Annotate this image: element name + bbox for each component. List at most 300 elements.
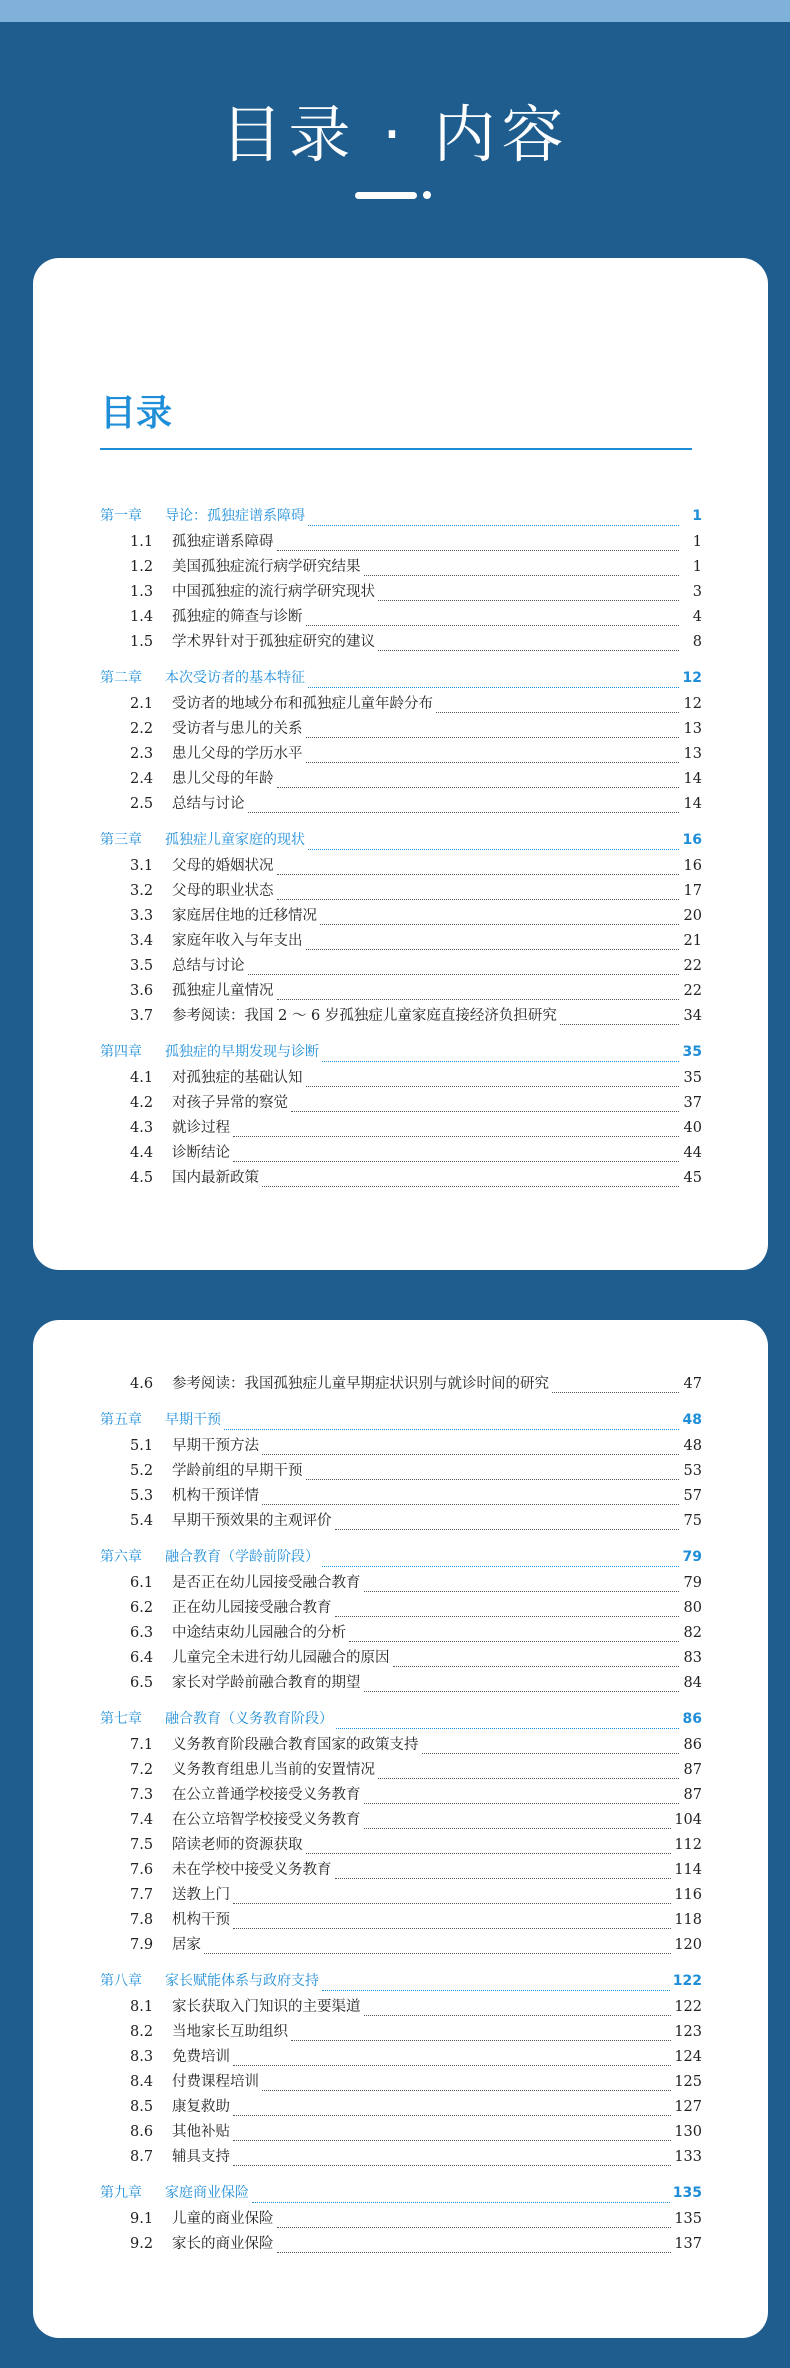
toc-entry-page: 133	[674, 2149, 702, 2165]
toc-leader-dots	[262, 1503, 679, 1505]
toc-entry-title: 美国孤独症流行病学研究结果	[172, 559, 361, 575]
toc-entry-page: 135	[674, 2211, 702, 2227]
title-underline-dot	[423, 191, 431, 199]
toc-entry-page: 16	[682, 832, 702, 848]
toc-leader-dots	[335, 1877, 672, 1879]
toc-section-entry[interactable]	[33, 1758, 768, 1783]
toc-leader-dots	[393, 1665, 680, 1667]
toc-entry-number: 2.1	[130, 696, 154, 712]
toc-section-entry[interactable]	[33, 1833, 768, 1858]
toc-entry-title: 参考阅读：我国孤独症儿童早期症状识别与就诊时间的研究	[172, 1376, 549, 1392]
toc-leader-dots	[248, 973, 680, 975]
toc-section-entry[interactable]	[33, 1646, 768, 1671]
toc-entry-title: 融合教育（义务教育阶段）	[165, 1711, 333, 1727]
toc-leader-dots	[308, 848, 679, 850]
toc-entry-title: 学龄前组的早期干预	[172, 1463, 303, 1479]
toc-section-entry[interactable]	[33, 2045, 768, 2070]
toc-entry-page: 130	[674, 2124, 702, 2140]
toc-entry-page: 22	[683, 983, 702, 999]
toc-entry-page: 79	[683, 1575, 702, 1591]
toc-entry-title: 国内最新政策	[172, 1170, 259, 1186]
toc-leader-dots	[277, 2251, 672, 2253]
toc-entry-title: 孤独症儿童情况	[172, 983, 274, 999]
toc-entry-title: 患儿父母的学历水平	[172, 746, 303, 762]
toc-entry-title: 父母的职业状态	[172, 883, 274, 899]
toc-entry-page: 48	[682, 1412, 702, 1428]
toc-entry-title: 陪读老师的资源获取	[172, 1837, 303, 1853]
toc-entry-page: 82	[683, 1625, 702, 1641]
toc-entry-number: 3.4	[130, 933, 154, 949]
toc-leader-dots	[306, 1852, 672, 1854]
toc-leader-dots	[306, 1478, 680, 1480]
toc-section-entry[interactable]	[33, 1484, 768, 1509]
toc-entry-number: 5.4	[130, 1513, 154, 1529]
toc-entry-title: 对孤独症的基础认知	[172, 1070, 303, 1086]
toc-entry-number: 5.3	[130, 1488, 154, 1504]
toc-section-entry[interactable]	[33, 1858, 768, 1883]
toc-entry-number: 3.3	[130, 908, 154, 924]
page-title: 目录 · 内容	[220, 98, 570, 171]
toc-entry-number: 7.2	[130, 1762, 154, 1778]
toc-entry-number: 6.4	[130, 1650, 154, 1666]
toc-entry-number: 8.2	[130, 2024, 154, 2040]
toc-leader-dots	[336, 1727, 679, 1729]
toc-entry-title: 家庭年收入与年支出	[172, 933, 303, 949]
toc-entry-number: 第二章	[100, 670, 142, 686]
toc-section-entry[interactable]	[33, 1509, 768, 1534]
toc-entry-number: 3.1	[130, 858, 154, 874]
toc-entry-page: 53	[683, 1463, 702, 1479]
toc-entry-title: 送教上门	[172, 1887, 230, 1903]
toc-entry-title: 付费课程培训	[172, 2074, 259, 2090]
toc-entry-page: 135	[672, 2185, 702, 2201]
toc-section-entry[interactable]	[33, 767, 768, 792]
toc-entry-page: 125	[674, 2074, 702, 2090]
toc-entry-page: 87	[683, 1762, 702, 1778]
toc-section-entry[interactable]	[33, 1434, 768, 1459]
toc-entry-title: 当地家长互助组织	[172, 2024, 288, 2040]
toc-leader-dots	[224, 1428, 679, 1430]
toc-section-entry[interactable]	[33, 929, 768, 954]
toc-section-entry[interactable]	[33, 1883, 768, 1908]
toc-entry-title: 机构干预详情	[172, 1488, 259, 1504]
toc-entry-page: 3	[692, 584, 702, 600]
toc-section-entry[interactable]	[33, 979, 768, 1004]
toc-leader-dots	[364, 1590, 680, 1592]
toc-entry-title: 早期干预方法	[172, 1438, 259, 1454]
toc-entry-number: 2.4	[130, 771, 154, 787]
toc-entry-number: 9.2	[130, 2236, 154, 2252]
toc-chapter-entry[interactable]	[33, 1708, 768, 1733]
toc-section-entry[interactable]	[33, 2095, 768, 2120]
toc-entry-title: 孤独症的筛查与诊断	[172, 609, 303, 625]
toc-entry-page: 123	[674, 2024, 702, 2040]
toc-entry-title: 正在幼儿园接受融合教育	[172, 1600, 332, 1616]
toc-card-1	[33, 258, 768, 1270]
toc-entry-title: 居家	[172, 1937, 201, 1953]
toc-entry-page: 45	[683, 1170, 702, 1186]
toc-chapter-entry[interactable]	[33, 667, 768, 692]
toc-entry-page: 127	[674, 2099, 702, 2115]
toc-entry-page: 14	[683, 796, 702, 812]
toc-entry-number: 7.3	[130, 1787, 154, 1803]
toc-entry-page: 1	[692, 508, 702, 524]
toc-entry-title: 孤独症的早期发现与诊断	[165, 1044, 319, 1060]
toc-leader-dots	[233, 1160, 679, 1162]
toc-entry-page: 120	[674, 1937, 702, 1953]
toc-section-entry[interactable]	[33, 1671, 768, 1696]
toc-leader-dots	[252, 2201, 670, 2203]
toc-chapter-entry[interactable]	[33, 1970, 768, 1995]
toc-section-entry[interactable]	[33, 630, 768, 655]
toc-entry-page: 80	[683, 1600, 702, 1616]
toc-leader-dots	[233, 1902, 671, 1904]
toc-entry-title: 儿童的商业保险	[172, 2211, 274, 2227]
toc-leader-dots	[364, 1827, 672, 1829]
toc-leader-dots	[320, 923, 679, 925]
toc-leader-dots	[364, 2014, 672, 2016]
toc-leader-dots	[277, 998, 680, 1000]
toc-chapter-entry[interactable]	[33, 1041, 768, 1066]
toc-entry-page: 47	[683, 1376, 702, 1392]
toc-leader-dots	[335, 1528, 680, 1530]
toc-section-entry[interactable]	[33, 1621, 768, 1646]
title-underline-dash	[355, 192, 417, 199]
toc-entry-page: 35	[683, 1070, 702, 1086]
toc-entry-page: 13	[683, 721, 702, 737]
toc-leader-dots	[322, 1989, 670, 1991]
toc-leader-dots	[233, 2164, 671, 2166]
toc-section-entry[interactable]	[33, 1995, 768, 2020]
toc-leader-dots	[322, 1565, 679, 1567]
toc-leader-dots	[322, 1060, 679, 1062]
toc-leader-dots	[277, 549, 680, 551]
toc-entry-page: 48	[683, 1438, 702, 1454]
toc-section-entry[interactable]	[33, 792, 768, 817]
toc-entry-title: 早期干预效果的主观评价	[172, 1513, 332, 1529]
toc-entry-title: 受访者的地域分布和孤独症儿童年龄分布	[172, 696, 433, 712]
toc-leader-dots	[306, 736, 680, 738]
toc-section-entry[interactable]	[33, 2232, 768, 2257]
toc-entry-number: 4.2	[130, 1095, 154, 1111]
toc-entry-number: 8.4	[130, 2074, 154, 2090]
toc-section-entry[interactable]	[33, 1066, 768, 1091]
toc-entry-number: 第七章	[100, 1711, 142, 1727]
toc-entry-title: 中国孤独症的流行病学研究现状	[172, 584, 375, 600]
toc-entry-title: 学术界针对于孤独症研究的建议	[172, 634, 375, 650]
toc-leader-dots	[233, 1927, 671, 1929]
toc-entry-page: 17	[683, 883, 702, 899]
toc-section-entry[interactable]	[33, 2120, 768, 2145]
toc-entry-page: 83	[683, 1650, 702, 1666]
toc-section-entry[interactable]	[33, 580, 768, 605]
toc-entry-page: 79	[682, 1549, 702, 1565]
toc-entry-title: 辅具支持	[172, 2149, 230, 2165]
top-strip	[0, 0, 790, 22]
toc-section-entry[interactable]	[33, 854, 768, 879]
toc-entry-title: 早期干预	[165, 1412, 221, 1428]
toc-chapter-entry[interactable]	[33, 2182, 768, 2207]
toc-entry-title: 总结与讨论	[172, 958, 245, 974]
toc-leader-dots	[335, 1615, 680, 1617]
toc-section-entry[interactable]	[33, 605, 768, 630]
toc-entry-number: 第四章	[100, 1044, 142, 1060]
toc-entry-page: 104	[674, 1812, 702, 1828]
toc-entry-page: 137	[674, 2236, 702, 2252]
toc-entry-page: 37	[683, 1095, 702, 1111]
toc-section-entry[interactable]	[33, 2020, 768, 2045]
toc-entry-title: 康复救助	[172, 2099, 230, 2115]
toc-section-entry[interactable]	[33, 904, 768, 929]
toc-entry-page: 22	[683, 958, 702, 974]
toc-entry-number: 5.1	[130, 1438, 154, 1454]
toc-leader-dots	[233, 2139, 671, 2141]
toc-entry-title: 在公立普通学校接受义务教育	[172, 1787, 361, 1803]
toc-section-entry[interactable]	[33, 2145, 768, 2170]
toc-entry-number: 3.2	[130, 883, 154, 899]
toc-entry-page: 124	[674, 2049, 702, 2065]
toc-entry-title: 总结与讨论	[172, 796, 245, 812]
toc-entry-title: 家长获取入门知识的主要渠道	[172, 1999, 361, 2015]
toc-leader-dots	[291, 1110, 679, 1112]
toc-entry-page: 112	[674, 1837, 702, 1853]
toc-entry-title: 孤独症谱系障碍	[172, 534, 274, 550]
toc-leader-dots	[308, 524, 679, 526]
toc-chapter-entry[interactable]	[33, 1409, 768, 1434]
toc-leader-dots	[349, 1640, 679, 1642]
toc-entry-number: 第八章	[100, 1973, 142, 1989]
toc-section-entry[interactable]	[33, 1908, 768, 1933]
toc-section-entry[interactable]	[33, 879, 768, 904]
toc-entry-number: 5.2	[130, 1463, 154, 1479]
toc-leader-dots	[306, 624, 680, 626]
toc-entry-number: 3.5	[130, 958, 154, 974]
toc-leader-dots	[233, 2114, 671, 2116]
toc-list	[33, 1372, 768, 2257]
toc-entry-number: 4.4	[130, 1145, 154, 1161]
toc-entry-page: 118	[674, 1912, 702, 1928]
toc-entry-number: 8.6	[130, 2124, 154, 2140]
toc-entry-page: 40	[683, 1120, 702, 1136]
toc-leader-dots	[560, 1023, 679, 1025]
toc-leader-dots	[262, 1453, 679, 1455]
toc-entry-page: 34	[683, 1008, 702, 1024]
toc-entry-number: 8.1	[130, 1999, 154, 2015]
toc-section-entry[interactable]	[33, 530, 768, 555]
toc-leader-dots	[306, 1085, 680, 1087]
toc-entry-number: 7.1	[130, 1737, 154, 1753]
toc-entry-page: 35	[682, 1044, 702, 1060]
toc-leader-dots	[277, 786, 680, 788]
toc-entry-title: 对孩子异常的察觉	[172, 1095, 288, 1111]
toc-entry-title: 孤独症儿童家庭的现状	[165, 832, 305, 848]
toc-entry-number: 6.1	[130, 1575, 154, 1591]
toc-section-entry[interactable]	[33, 1372, 768, 1397]
toc-entry-number: 9.1	[130, 2211, 154, 2227]
toc-entry-number: 7.8	[130, 1912, 154, 1928]
toc-leader-dots	[277, 898, 680, 900]
toc-entry-number: 第九章	[100, 2185, 142, 2201]
toc-section-entry[interactable]	[33, 1116, 768, 1141]
toc-entry-title: 义务教育阶段融合教育国家的政策支持	[172, 1737, 419, 1753]
toc-entry-title: 是否正在幼儿园接受融合教育	[172, 1575, 361, 1591]
toc-leader-dots	[364, 1802, 680, 1804]
toc-entry-page: 116	[674, 1887, 702, 1903]
toc-entry-number: 2.5	[130, 796, 154, 812]
toc-entry-number: 第五章	[100, 1412, 142, 1428]
toc-entry-page: 1	[692, 559, 702, 575]
toc-entry-number: 4.1	[130, 1070, 154, 1086]
toc-entry-number: 1.3	[130, 584, 154, 600]
toc-entry-number: 4.5	[130, 1170, 154, 1186]
toc-entry-number: 2.3	[130, 746, 154, 762]
toc-entry-number: 4.6	[130, 1376, 154, 1392]
toc-section-entry[interactable]	[33, 2070, 768, 2095]
toc-leader-dots	[277, 873, 680, 875]
toc-entry-title: 家庭商业保险	[165, 2185, 249, 2201]
toc-entry-title: 父母的婚姻状况	[172, 858, 274, 874]
toc-leader-dots	[378, 1777, 679, 1779]
toc-section-entry[interactable]	[33, 555, 768, 580]
toc-entry-page: 114	[674, 1862, 702, 1878]
toc-entry-title: 义务教育组患儿当前的安置情况	[172, 1762, 375, 1778]
toc-entry-number: 4.3	[130, 1120, 154, 1136]
toc-section-entry[interactable]	[33, 1459, 768, 1484]
toc-section-entry[interactable]	[33, 1933, 768, 1958]
toc-entry-number: 第一章	[100, 508, 142, 524]
toc-section-entry[interactable]	[33, 1808, 768, 1833]
toc-entry-title: 在公立培智学校接受义务教育	[172, 1812, 361, 1828]
toc-entry-page: 13	[683, 746, 702, 762]
toc-entry-number: 8.3	[130, 2049, 154, 2065]
toc-leader-dots	[262, 1185, 679, 1187]
toc-entry-number: 8.5	[130, 2099, 154, 2115]
toc-leader-dots	[233, 1135, 679, 1137]
toc-entry-number: 7.7	[130, 1887, 154, 1903]
toc-entry-number: 3.7	[130, 1008, 154, 1024]
toc-heading-rule	[100, 448, 692, 450]
toc-leader-dots	[306, 761, 680, 763]
toc-section-entry[interactable]	[33, 1596, 768, 1621]
toc-entry-page: 87	[683, 1787, 702, 1803]
toc-entry-number: 6.3	[130, 1625, 154, 1641]
toc-entry-number: 6.2	[130, 1600, 154, 1616]
toc-list	[33, 505, 768, 1191]
toc-entry-page: 84	[683, 1675, 702, 1691]
toc-entry-title: 本次受访者的基本特征	[165, 670, 305, 686]
toc-entry-title: 患儿父母的年龄	[172, 771, 274, 787]
toc-leader-dots	[308, 686, 679, 688]
toc-entry-number: 3.6	[130, 983, 154, 999]
toc-section-entry[interactable]	[33, 742, 768, 767]
toc-entry-title: 融合教育（学龄前阶段）	[165, 1549, 319, 1565]
toc-entry-number: 1.2	[130, 559, 154, 575]
toc-chapter-entry[interactable]	[33, 505, 768, 530]
toc-leader-dots	[378, 649, 679, 651]
toc-entry-number: 8.7	[130, 2149, 154, 2165]
toc-leader-dots	[204, 1952, 671, 1954]
toc-section-entry[interactable]	[33, 2207, 768, 2232]
toc-leader-dots	[262, 2089, 671, 2091]
toc-entry-number: 1.4	[130, 609, 154, 625]
toc-section-entry[interactable]	[33, 1004, 768, 1029]
toc-entry-number: 7.9	[130, 1937, 154, 1953]
toc-entry-title: 家长对学龄前融合教育的期望	[172, 1675, 361, 1691]
toc-entry-number: 2.2	[130, 721, 154, 737]
toc-leader-dots	[277, 2226, 672, 2228]
toc-entry-title: 儿童完全未进行幼儿园融合的原因	[172, 1650, 390, 1666]
toc-entry-number: 7.4	[130, 1812, 154, 1828]
toc-entry-number: 1.1	[130, 534, 154, 550]
toc-entry-page: 8	[692, 634, 702, 650]
toc-entry-title: 中途结束幼儿园融合的分析	[172, 1625, 346, 1641]
toc-card-2	[33, 1320, 768, 2338]
toc-entry-number: 7.5	[130, 1837, 154, 1853]
toc-entry-page: 44	[683, 1145, 702, 1161]
toc-entry-page: 12	[683, 696, 702, 712]
toc-entry-page: 16	[683, 858, 702, 874]
toc-entry-number: 第六章	[100, 1549, 142, 1565]
toc-entry-title: 诊断结论	[172, 1145, 230, 1161]
toc-section-entry[interactable]	[33, 717, 768, 742]
toc-entry-number: 1.5	[130, 634, 154, 650]
toc-leader-dots	[248, 811, 680, 813]
toc-entry-title: 家庭居住地的迁移情况	[172, 908, 317, 924]
toc-entry-title: 未在学校中接受义务教育	[172, 1862, 332, 1878]
toc-section-entry[interactable]	[33, 1091, 768, 1116]
toc-entry-title: 就诊过程	[172, 1120, 230, 1136]
toc-entry-page: 86	[683, 1737, 702, 1753]
toc-section-entry[interactable]	[33, 1733, 768, 1758]
toc-leader-dots	[436, 711, 679, 713]
toc-entry-number: 7.6	[130, 1862, 154, 1878]
toc-leader-dots	[378, 599, 679, 601]
toc-leader-dots	[233, 2064, 671, 2066]
toc-entry-number: 第三章	[100, 832, 142, 848]
toc-entry-page: 1	[692, 534, 702, 550]
toc-entry-title: 其他补贴	[172, 2124, 230, 2140]
toc-section-entry[interactable]	[33, 954, 768, 979]
toc-heading: 目录	[100, 393, 173, 434]
toc-entry-page: 14	[683, 771, 702, 787]
toc-section-entry[interactable]	[33, 692, 768, 717]
toc-entry-page: 122	[674, 1999, 702, 2015]
toc-section-entry[interactable]	[33, 1166, 768, 1191]
toc-entry-title: 家长赋能体系与政府支持	[165, 1973, 319, 1989]
toc-leader-dots	[552, 1391, 679, 1393]
toc-leader-dots	[306, 948, 680, 950]
toc-chapter-entry[interactable]	[33, 829, 768, 854]
toc-section-entry[interactable]	[33, 1571, 768, 1596]
toc-leader-dots	[364, 574, 680, 576]
toc-leader-dots	[422, 1752, 680, 1754]
toc-entry-title: 受访者与患儿的关系	[172, 721, 303, 737]
toc-entry-page: 122	[672, 1973, 702, 1989]
toc-entry-page: 21	[683, 933, 702, 949]
toc-entry-page: 57	[683, 1488, 702, 1504]
toc-entry-page: 75	[683, 1513, 702, 1529]
toc-leader-dots	[364, 1690, 680, 1692]
toc-entry-title: 家长的商业保险	[172, 2236, 274, 2252]
toc-leader-dots	[291, 2039, 671, 2041]
toc-entry-title: 参考阅读：我国 2 ～ 6 岁孤独症儿童家庭直接经济负担研究	[172, 1008, 557, 1024]
toc-entry-page: 12	[682, 670, 702, 686]
toc-entry-title: 机构干预	[172, 1912, 230, 1928]
toc-entry-page: 4	[692, 609, 702, 625]
toc-section-entry[interactable]	[33, 1783, 768, 1808]
toc-section-entry[interactable]	[33, 1141, 768, 1166]
toc-chapter-entry[interactable]	[33, 1546, 768, 1571]
